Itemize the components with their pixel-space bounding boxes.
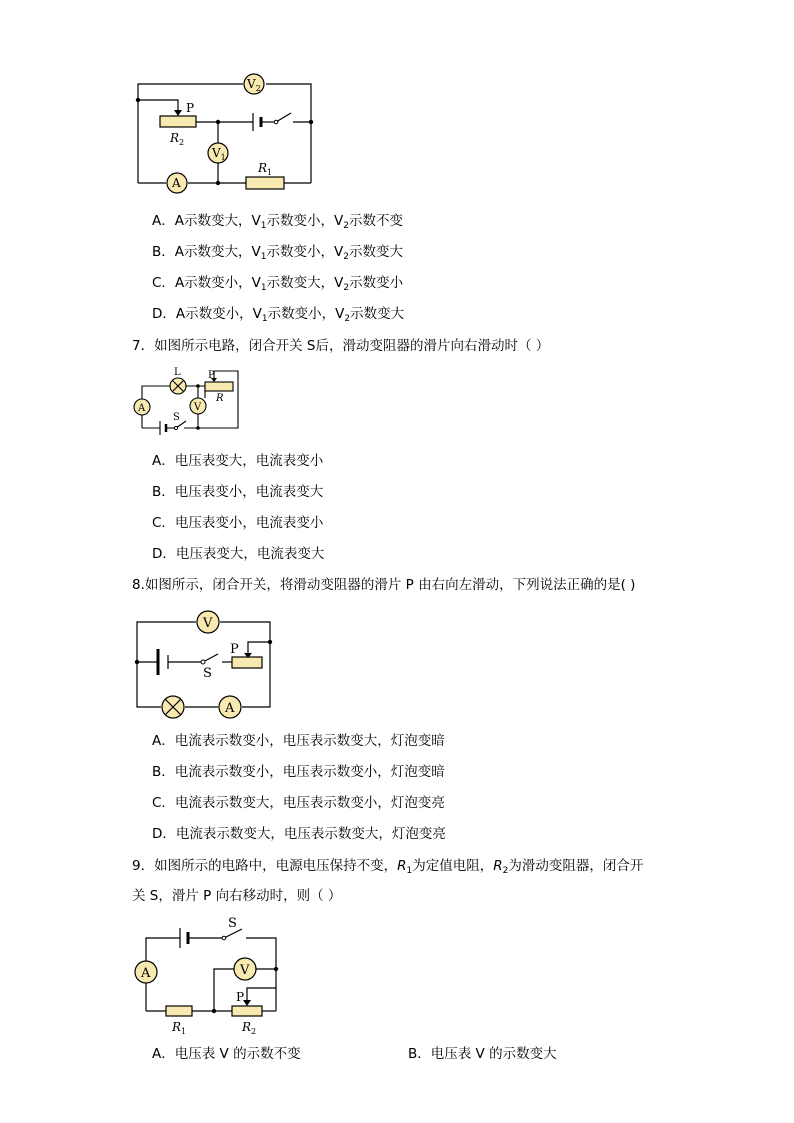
q8-option-a[interactable]: A．电流表示数变小，电压表示数变大，灯泡变暗 — [152, 733, 445, 749]
q6-p-label: P — [186, 101, 195, 115]
q7-option-b[interactable]: B．电压表变小，电流表变大 — [152, 484, 324, 500]
q6-a-label: A — [172, 176, 181, 190]
q9-v-label: V — [240, 963, 250, 978]
q9-a-label: A — [141, 966, 151, 981]
q7-option-a[interactable]: A．电压表变大，电流表变小 — [152, 453, 324, 469]
q6-option-d[interactable]: D．A示数变小，$V_1$示数变小，$V_2$示数变大 — [152, 306, 405, 324]
q6-option-c[interactable]: C．A示数变小，$V_1$示数变大，$V_2$示数变小 — [152, 275, 404, 293]
q7-stem: 7．如图所示电路，闭合开关 S后，滑动变阻器的滑片向右滑动时（ ） — [132, 338, 550, 354]
q9-s-label: S — [228, 916, 237, 931]
q9-stem-line2: 关 S，滑片 P 向右移动时，则（ ） — [132, 888, 342, 904]
q8-s-label: S — [203, 666, 212, 681]
q8-option-b[interactable]: B．电流表示数变小，电压表示数变小，灯泡变暗 — [152, 764, 445, 780]
q7-a-label: A — [138, 403, 146, 414]
q9-circuit-figure — [132, 913, 292, 1038]
q8-p-label: P — [230, 642, 239, 657]
q9-r1-label: $R_1$ — [172, 1020, 187, 1036]
q7-r-label: R — [216, 393, 224, 404]
q6-v2-label: $V_2$ — [247, 77, 261, 93]
q6-option-a[interactable]: A．A示数变大，$V_1$示数变小，$V_2$示数不变 — [152, 213, 403, 231]
q8-stem: 8.如图所示，闭合开关，将滑动变阻器的滑片 P 由右向左滑动，下列说法正确的是( ) — [132, 577, 636, 593]
q7-s-label: S — [173, 412, 180, 423]
q7-l-label: L — [174, 367, 181, 378]
q8-option-d[interactable]: D．电流表示数变大，电压表示数变大，灯泡变亮 — [152, 826, 446, 842]
q9-option-b[interactable]: B．电压表 V 的示数变大 — [408, 1046, 557, 1062]
q8-v-label: V — [203, 616, 213, 631]
q8-option-c[interactable]: C．电流表示数变大，电压表示数变小，灯泡变亮 — [152, 795, 445, 811]
q8-a-label: A — [225, 701, 235, 716]
q7-circuit-figure — [130, 366, 245, 436]
q9-r2-label: $R_2$ — [242, 1020, 257, 1036]
q7-p-label: P — [208, 370, 215, 381]
q6-r2-label: $R_2$ — [170, 131, 185, 147]
q9-option-a[interactable]: A．电压表 V 的示数不变 — [152, 1046, 301, 1062]
q6-r1-label: $R_1$ — [258, 161, 273, 177]
q6-option-b[interactable]: B．A示数变大，$V_1$示数变小，$V_2$示数变大 — [152, 244, 403, 262]
q9-stem-line1: 9．如图所示的电路中，电源电压保持不变，$R_1$为定值电阻，$R_2$为滑动变阻器，闭合开 — [132, 858, 644, 876]
q7-v-label: V — [194, 402, 202, 413]
q9-p-label: P — [236, 990, 245, 1004]
q6-circuit-figure — [128, 68, 328, 196]
q7-option-d[interactable]: D．电压表变大，电流表变大 — [152, 546, 325, 562]
q6-v1-label: $V_1$ — [212, 146, 226, 162]
q8-circuit-figure — [130, 606, 280, 721]
q7-option-c[interactable]: C．电压表变小，电流表变小 — [152, 515, 324, 531]
